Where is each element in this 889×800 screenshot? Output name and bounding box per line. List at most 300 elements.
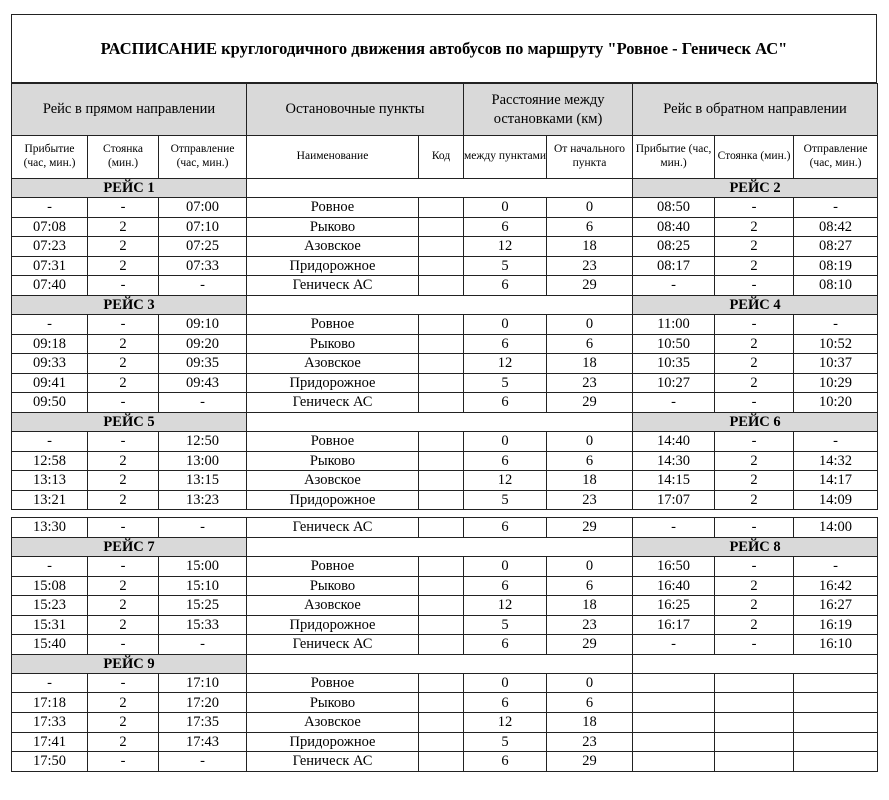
forward-arrival-cell: 17:50 <box>12 752 88 772</box>
stop-code-cell <box>419 256 464 276</box>
distance-between-cell: 6 <box>464 752 547 772</box>
distance-total-cell: 0 <box>547 198 633 218</box>
stop-name-cell: Геническ АС <box>247 276 419 296</box>
schedule-table <box>11 83 878 772</box>
backward-arrival-cell: 16:40 <box>633 576 715 596</box>
forward-stay-cell: 2 <box>88 732 159 752</box>
distance-between-cell: 6 <box>464 276 547 296</box>
table-row <box>12 732 878 752</box>
stop-code-cell <box>419 471 464 491</box>
distance-between-cell: 5 <box>464 732 547 752</box>
backward-arrival-cell <box>633 693 715 713</box>
backward-departure-cell: 10:29 <box>794 373 878 393</box>
forward-trip-label: РЕЙС 7 <box>12 537 247 556</box>
stop-code-cell <box>419 334 464 354</box>
forward-stay-header: Стоянка (мин.) <box>88 136 159 179</box>
trip-header-row <box>12 537 878 556</box>
forward-departure-cell: 15:25 <box>159 596 247 616</box>
stop-name-cell: Геническ АС <box>247 518 419 538</box>
table-row <box>12 752 878 772</box>
forward-trip-label: РЕЙС 9 <box>12 654 247 673</box>
backward-arrival-cell: 11:00 <box>633 314 715 334</box>
table-row <box>12 354 878 374</box>
distance-between-cell: 6 <box>464 217 547 237</box>
backward-stay-cell: 2 <box>715 237 794 257</box>
backward-arrival-header: Прибытие (час, мин.) <box>633 136 715 179</box>
table-row <box>12 471 878 491</box>
table-row <box>12 451 878 471</box>
forward-arrival-cell: 13:30 <box>12 518 88 538</box>
backward-departure-cell: 16:42 <box>794 576 878 596</box>
table-row <box>12 576 878 596</box>
table-row <box>12 713 878 733</box>
distance-between-cell: 0 <box>464 431 547 451</box>
stop-name-cell: Придорожное <box>247 732 419 752</box>
stop-name-cell: Рыково <box>247 576 419 596</box>
backward-trip-label: РЕЙС 6 <box>633 412 878 431</box>
backward-arrival-cell: 08:25 <box>633 237 715 257</box>
forward-stay-cell: - <box>88 635 159 655</box>
table-row <box>12 518 878 538</box>
forward-departure-cell: 13:23 <box>159 490 247 510</box>
backward-trip-label <box>633 654 878 673</box>
trip-header-spacer <box>247 179 633 198</box>
backward-departure-cell: 14:00 <box>794 518 878 538</box>
trip-header-spacer <box>247 654 633 673</box>
table-row <box>12 693 878 713</box>
forward-arrival-cell: 15:08 <box>12 576 88 596</box>
table-row <box>12 615 878 635</box>
backward-departure-cell <box>794 673 878 693</box>
backward-stay-cell: 2 <box>715 490 794 510</box>
forward-departure-cell: - <box>159 635 247 655</box>
table-row <box>12 556 878 576</box>
backward-stay-cell: 2 <box>715 334 794 354</box>
stop-code-cell <box>419 354 464 374</box>
forward-departure-cell: 09:43 <box>159 373 247 393</box>
distance-between-cell: 0 <box>464 673 547 693</box>
distance-between-cell: 12 <box>464 713 547 733</box>
distance-between-cell: 12 <box>464 471 547 491</box>
distance-total-cell: 18 <box>547 237 633 257</box>
distance-total-cell: 6 <box>547 451 633 471</box>
backward-departure-cell: 16:27 <box>794 596 878 616</box>
stop-name-cell: Геническ АС <box>247 393 419 413</box>
distance-total-cell: 23 <box>547 256 633 276</box>
distance-between-cell: 5 <box>464 490 547 510</box>
backward-arrival-cell <box>633 713 715 733</box>
stop-name-cell: Ровное <box>247 198 419 218</box>
trip-header-row <box>12 295 878 314</box>
backward-trip-label: РЕЙС 8 <box>633 537 878 556</box>
distance-between-cell: 5 <box>464 615 547 635</box>
forward-arrival-cell: 09:33 <box>12 354 88 374</box>
backward-stay-cell: 2 <box>715 471 794 491</box>
distance-total-cell: 18 <box>547 354 633 374</box>
stop-code-cell <box>419 237 464 257</box>
stop-code-cell <box>419 596 464 616</box>
forward-departure-cell: 17:43 <box>159 732 247 752</box>
distance-header: Расстояние между остановками (км) <box>464 84 633 136</box>
backward-departure-cell <box>794 732 878 752</box>
backward-arrival-cell: - <box>633 635 715 655</box>
forward-stay-cell: - <box>88 673 159 693</box>
stop-name-cell: Азовское <box>247 354 419 374</box>
distance-total-cell: 6 <box>547 217 633 237</box>
table-row <box>12 334 878 354</box>
backward-departure-header: Отправление (час, мин.) <box>794 136 878 179</box>
forward-departure-cell: 13:00 <box>159 451 247 471</box>
stop-code-cell <box>419 451 464 471</box>
header-row-main <box>12 84 878 136</box>
distance-total-cell: 18 <box>547 713 633 733</box>
backward-arrival-cell: 10:27 <box>633 373 715 393</box>
stop-code-cell <box>419 393 464 413</box>
forward-arrival-cell: - <box>12 556 88 576</box>
backward-stay-cell: - <box>715 314 794 334</box>
forward-stay-cell: 2 <box>88 596 159 616</box>
distance-total-cell: 23 <box>547 732 633 752</box>
distance-between-cell: 6 <box>464 334 547 354</box>
distance-between-cell: 0 <box>464 198 547 218</box>
forward-arrival-cell: - <box>12 198 88 218</box>
distance-between-header: между пунктами <box>464 136 547 179</box>
forward-departure-cell: 17:10 <box>159 673 247 693</box>
forward-arrival-cell: 09:41 <box>12 373 88 393</box>
stop-code-cell <box>419 713 464 733</box>
trip-header-row <box>12 179 878 198</box>
backward-arrival-cell: 14:15 <box>633 471 715 491</box>
backward-departure-cell <box>794 752 878 772</box>
forward-stay-cell: 2 <box>88 451 159 471</box>
forward-stay-cell: - <box>88 393 159 413</box>
forward-arrival-cell: - <box>12 673 88 693</box>
backward-departure-cell <box>794 693 878 713</box>
backward-departure-cell: 14:09 <box>794 490 878 510</box>
distance-total-cell: 29 <box>547 635 633 655</box>
forward-departure-cell: 07:10 <box>159 217 247 237</box>
backward-stay-cell: 2 <box>715 596 794 616</box>
distance-total-cell: 0 <box>547 431 633 451</box>
backward-arrival-cell: 08:17 <box>633 256 715 276</box>
forward-departure-cell: - <box>159 752 247 772</box>
stop-code-cell <box>419 276 464 296</box>
forward-stay-cell: 2 <box>88 615 159 635</box>
forward-departure-cell: 15:00 <box>159 556 247 576</box>
backward-arrival-cell: 14:30 <box>633 451 715 471</box>
distance-total-cell: 0 <box>547 314 633 334</box>
distance-between-cell: 6 <box>464 451 547 471</box>
stop-code-cell <box>419 615 464 635</box>
backward-departure-cell: 10:20 <box>794 393 878 413</box>
stop-code-cell <box>419 198 464 218</box>
backward-departure-cell: 08:27 <box>794 237 878 257</box>
stop-code-cell <box>419 217 464 237</box>
backward-departure-cell: 08:42 <box>794 217 878 237</box>
table-row <box>12 431 878 451</box>
backward-stay-cell: 2 <box>715 217 794 237</box>
forward-departure-cell: 07:33 <box>159 256 247 276</box>
backward-stay-cell <box>715 752 794 772</box>
trip-header-row <box>12 412 878 431</box>
backward-departure-cell: 14:32 <box>794 451 878 471</box>
forward-arrival-cell: 17:18 <box>12 693 88 713</box>
distance-between-cell: 0 <box>464 314 547 334</box>
stop-name-cell: Рыково <box>247 334 419 354</box>
stop-name-cell: Азовское <box>247 237 419 257</box>
backward-arrival-cell: - <box>633 276 715 296</box>
table-row <box>12 373 878 393</box>
stops-header: Остановочные пункты <box>247 84 464 136</box>
stop-name-cell: Азовское <box>247 596 419 616</box>
forward-arrival-cell: - <box>12 314 88 334</box>
distance-between-cell: 12 <box>464 237 547 257</box>
distance-between-cell: 12 <box>464 596 547 616</box>
backward-stay-cell: 2 <box>715 354 794 374</box>
trip-header-row <box>12 654 878 673</box>
forward-stay-cell: - <box>88 518 159 538</box>
distance-total-cell: 23 <box>547 615 633 635</box>
schedule-sheet <box>11 14 877 772</box>
distance-total-cell: 0 <box>547 556 633 576</box>
backward-arrival-cell <box>633 752 715 772</box>
forward-departure-cell: 09:10 <box>159 314 247 334</box>
distance-total-cell: 29 <box>547 276 633 296</box>
distance-total-cell: 29 <box>547 393 633 413</box>
forward-arrival-cell: 07:40 <box>12 276 88 296</box>
table-row <box>12 217 878 237</box>
distance-total-cell: 23 <box>547 373 633 393</box>
stop-name-cell: Геническ АС <box>247 752 419 772</box>
backward-departure-cell <box>794 713 878 733</box>
forward-departure-cell: - <box>159 518 247 538</box>
forward-stay-cell: 2 <box>88 373 159 393</box>
stop-name-cell: Рыково <box>247 693 419 713</box>
forward-arrival-cell: 07:23 <box>12 237 88 257</box>
distance-from-start-header: От начального пункта <box>547 136 633 179</box>
stop-code-cell <box>419 752 464 772</box>
stop-name-header: Наименование <box>247 136 419 179</box>
distance-total-cell: 6 <box>547 334 633 354</box>
backward-arrival-cell: 17:07 <box>633 490 715 510</box>
forward-departure-cell: 17:35 <box>159 713 247 733</box>
stop-code-cell <box>419 556 464 576</box>
table-row <box>12 635 878 655</box>
forward-departure-cell: 09:20 <box>159 334 247 354</box>
backward-arrival-cell: 16:25 <box>633 596 715 616</box>
table-row <box>12 673 878 693</box>
backward-stay-cell: - <box>715 518 794 538</box>
backward-stay-cell: - <box>715 635 794 655</box>
forward-stay-cell: 2 <box>88 693 159 713</box>
backward-departure-cell: - <box>794 431 878 451</box>
distance-between-cell: 12 <box>464 354 547 374</box>
table-row <box>12 393 878 413</box>
backward-departure-cell: - <box>794 198 878 218</box>
backward-stay-cell: - <box>715 431 794 451</box>
stop-code-header: Код <box>419 136 464 179</box>
backward-departure-cell: 16:19 <box>794 615 878 635</box>
backward-arrival-cell: 10:50 <box>633 334 715 354</box>
stop-name-cell: Ровное <box>247 556 419 576</box>
distance-total-cell: 0 <box>547 673 633 693</box>
forward-departure-cell: 09:35 <box>159 354 247 374</box>
forward-departure-cell: - <box>159 393 247 413</box>
forward-stay-cell: 2 <box>88 354 159 374</box>
forward-departure-cell: 17:20 <box>159 693 247 713</box>
forward-arrival-cell: 13:13 <box>12 471 88 491</box>
forward-arrival-cell: - <box>12 431 88 451</box>
distance-total-cell: 18 <box>547 596 633 616</box>
forward-departure-cell: 13:15 <box>159 471 247 491</box>
distance-total-cell: 23 <box>547 490 633 510</box>
trip-header-spacer <box>247 412 633 431</box>
table-row <box>12 314 878 334</box>
distance-between-cell: 5 <box>464 256 547 276</box>
stop-name-cell: Придорожное <box>247 256 419 276</box>
backward-arrival-cell: 08:40 <box>633 217 715 237</box>
table-row <box>12 596 878 616</box>
backward-departure-cell: 08:10 <box>794 276 878 296</box>
forward-departure-header: Отправление (час, мин.) <box>159 136 247 179</box>
stop-code-cell <box>419 518 464 538</box>
distance-between-cell: 6 <box>464 635 547 655</box>
distance-between-cell: 0 <box>464 556 547 576</box>
forward-departure-cell: - <box>159 276 247 296</box>
forward-arrival-cell: 07:31 <box>12 256 88 276</box>
backward-departure-cell: - <box>794 314 878 334</box>
forward-trip-label: РЕЙС 1 <box>12 179 247 198</box>
forward-stay-cell: 2 <box>88 471 159 491</box>
distance-between-cell: 6 <box>464 518 547 538</box>
forward-arrival-cell: 13:21 <box>12 490 88 510</box>
stop-code-cell <box>419 314 464 334</box>
backward-stay-cell: - <box>715 276 794 296</box>
backward-arrival-cell: - <box>633 393 715 413</box>
forward-direction-header: Рейс в прямом направлении <box>12 84 247 136</box>
stop-name-cell: Азовское <box>247 471 419 491</box>
backward-stay-cell: - <box>715 393 794 413</box>
forward-stay-cell: 2 <box>88 576 159 596</box>
forward-stay-cell: 2 <box>88 713 159 733</box>
table-row <box>12 237 878 257</box>
forward-arrival-cell: 07:08 <box>12 217 88 237</box>
distance-total-cell: 18 <box>547 471 633 491</box>
header-row-sub <box>12 136 878 179</box>
stop-code-cell <box>419 576 464 596</box>
backward-stay-header: Стоянка (мин.) <box>715 136 794 179</box>
stop-name-cell: Азовское <box>247 713 419 733</box>
backward-stay-cell: 2 <box>715 576 794 596</box>
forward-arrival-cell: 09:50 <box>12 393 88 413</box>
stop-name-cell: Придорожное <box>247 490 419 510</box>
forward-departure-cell: 12:50 <box>159 431 247 451</box>
forward-stay-cell: - <box>88 556 159 576</box>
backward-stay-cell: 2 <box>715 451 794 471</box>
backward-trip-label: РЕЙС 4 <box>633 295 878 314</box>
table-row <box>12 276 878 296</box>
stop-name-cell: Ровное <box>247 431 419 451</box>
trip-header-spacer <box>247 537 633 556</box>
schedule-title: РАСПИСАНИЕ круглогодичного движения автобусов по маршруту "Ровное - Геническ АС" <box>11 14 877 83</box>
backward-arrival-cell: 16:17 <box>633 615 715 635</box>
forward-stay-cell: - <box>88 431 159 451</box>
backward-arrival-cell: 10:35 <box>633 354 715 374</box>
forward-arrival-header: Прибытие (час, мин.) <box>12 136 88 179</box>
table-row <box>12 490 878 510</box>
backward-arrival-cell: 08:50 <box>633 198 715 218</box>
forward-trip-label: РЕЙС 5 <box>12 412 247 431</box>
forward-trip-label: РЕЙС 3 <box>12 295 247 314</box>
forward-arrival-cell: 17:33 <box>12 713 88 733</box>
table-gap <box>12 510 878 518</box>
forward-stay-cell: 2 <box>88 334 159 354</box>
forward-arrival-cell: 12:58 <box>12 451 88 471</box>
forward-arrival-cell: 15:31 <box>12 615 88 635</box>
backward-trip-label: РЕЙС 2 <box>633 179 878 198</box>
table-row <box>12 256 878 276</box>
backward-direction-header: Рейс в обратном направлении <box>633 84 878 136</box>
schedule-body <box>12 84 878 772</box>
backward-stay-cell <box>715 673 794 693</box>
backward-stay-cell: - <box>715 198 794 218</box>
forward-arrival-cell: 17:41 <box>12 732 88 752</box>
table-row <box>12 198 878 218</box>
stop-name-cell: Рыково <box>247 217 419 237</box>
distance-total-cell: 6 <box>547 693 633 713</box>
stop-code-cell <box>419 673 464 693</box>
stop-name-cell: Придорожное <box>247 615 419 635</box>
forward-departure-cell: 07:25 <box>159 237 247 257</box>
forward-stay-cell: - <box>88 752 159 772</box>
forward-departure-cell: 07:00 <box>159 198 247 218</box>
stop-name-cell: Ровное <box>247 314 419 334</box>
forward-arrival-cell: 09:18 <box>12 334 88 354</box>
gap-cell <box>12 510 878 518</box>
forward-stay-cell: 2 <box>88 237 159 257</box>
forward-stay-cell: 2 <box>88 490 159 510</box>
backward-arrival-cell: - <box>633 518 715 538</box>
stop-code-cell <box>419 693 464 713</box>
backward-stay-cell: 2 <box>715 615 794 635</box>
backward-arrival-cell <box>633 673 715 693</box>
stop-code-cell <box>419 635 464 655</box>
backward-stay-cell <box>715 713 794 733</box>
distance-between-cell: 6 <box>464 576 547 596</box>
stop-code-cell <box>419 490 464 510</box>
backward-departure-cell: - <box>794 556 878 576</box>
stop-code-cell <box>419 732 464 752</box>
backward-departure-cell: 08:19 <box>794 256 878 276</box>
backward-departure-cell: 16:10 <box>794 635 878 655</box>
backward-arrival-cell <box>633 732 715 752</box>
backward-arrival-cell: 14:40 <box>633 431 715 451</box>
distance-between-cell: 6 <box>464 393 547 413</box>
stop-name-cell: Ровное <box>247 673 419 693</box>
stop-code-cell <box>419 373 464 393</box>
backward-departure-cell: 14:17 <box>794 471 878 491</box>
forward-arrival-cell: 15:40 <box>12 635 88 655</box>
forward-departure-cell: 15:10 <box>159 576 247 596</box>
backward-stay-cell: - <box>715 556 794 576</box>
forward-stay-cell: - <box>88 198 159 218</box>
forward-stay-cell: 2 <box>88 256 159 276</box>
forward-departure-cell: 15:33 <box>159 615 247 635</box>
backward-departure-cell: 10:37 <box>794 354 878 374</box>
forward-stay-cell: 2 <box>88 217 159 237</box>
backward-stay-cell <box>715 693 794 713</box>
distance-between-cell: 5 <box>464 373 547 393</box>
